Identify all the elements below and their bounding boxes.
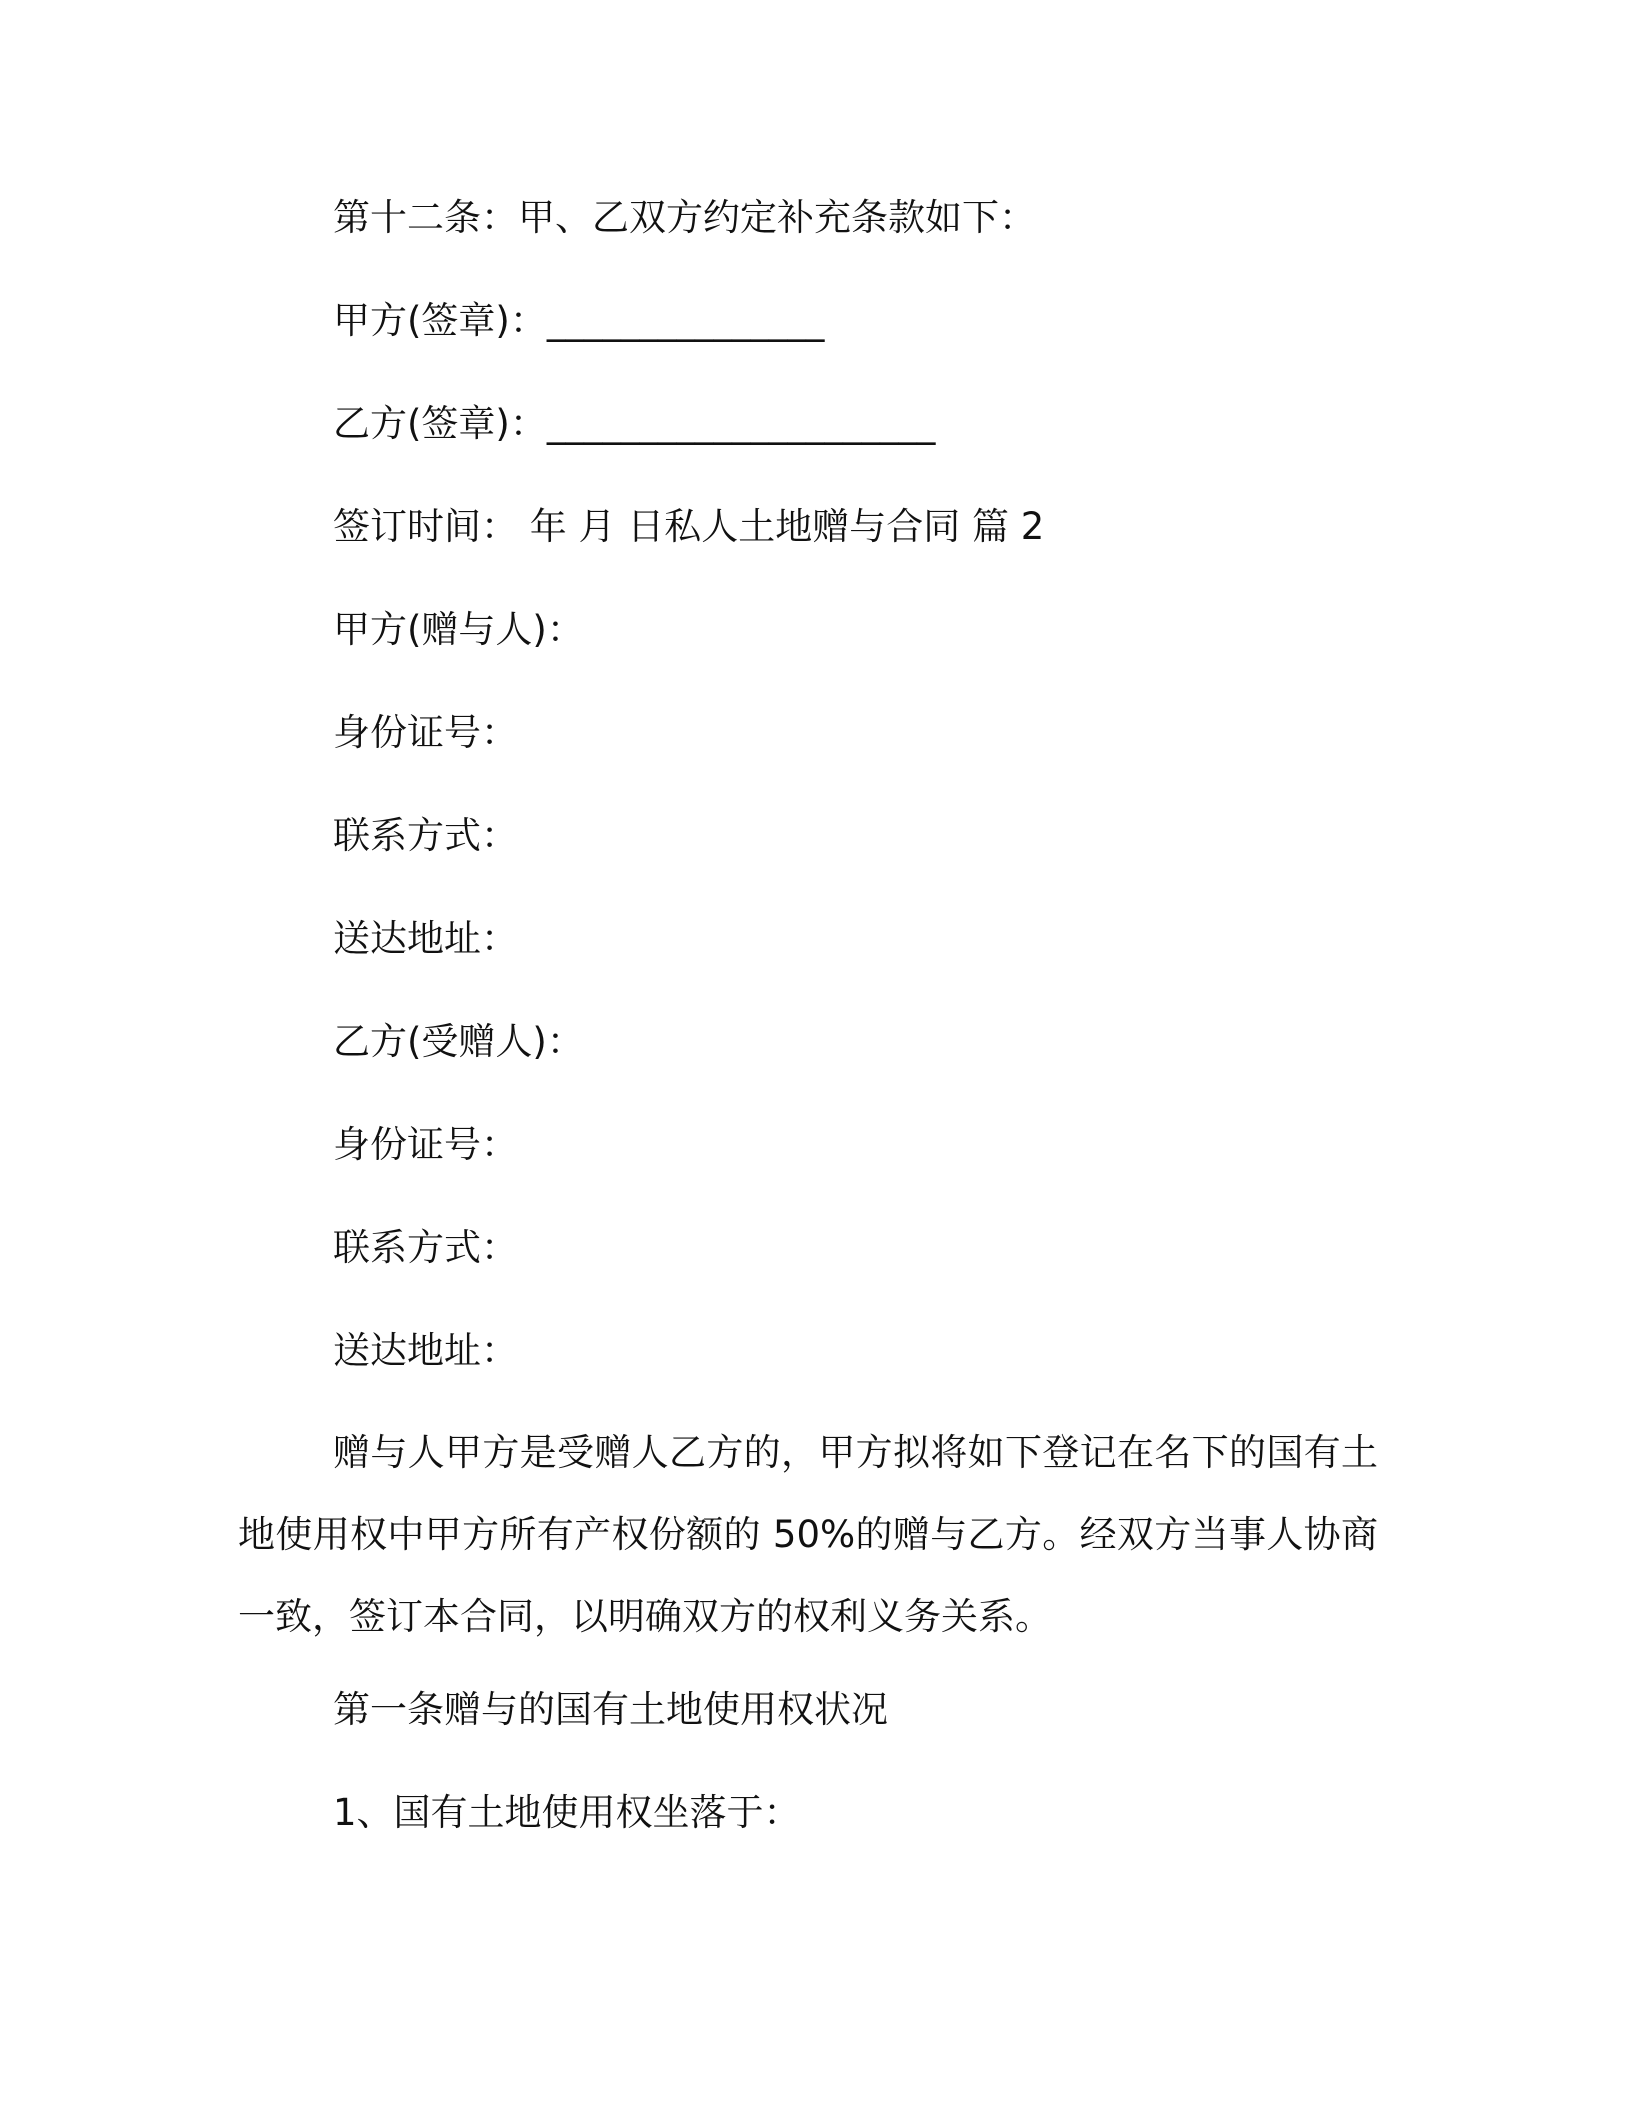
party-b-signature-line: 乙方(签章)：_____________________ (333, 402, 936, 445)
party-a-signature-line: 甲方(签章)：_______________ (333, 299, 825, 342)
party-a-address-label: 送达地址： (333, 917, 518, 960)
party-b-address-label: 送达地址： (333, 1329, 518, 1372)
signing-date-and-heading: 签订时间： 年 月 日私人土地赠与合同 篇 2 (333, 505, 1045, 548)
party-b-contact-label: 联系方式： (333, 1226, 518, 1269)
party-a-contact-label: 联系方式： (333, 814, 518, 857)
intro-paragraph: 赠与人甲方是受赠人乙方的，甲方拟将如下登记在名下的国有土地使用权中甲方所有产权份额的 50%的赠与乙方。经双方当事人协商一致，签订本合同，以明确双方的权利义务关系。 (238, 1431, 1378, 1638)
party-b-id-number-label: 身份证号： (333, 1123, 518, 1166)
party-a-id-number-label: 身份证号： (333, 711, 518, 754)
item-1-location: 1、国有土地使用权坐落于： (333, 1791, 801, 1834)
section-1-title: 第一条赠与的国有土地使用权状况 (333, 1688, 888, 1731)
party-a-donor-label: 甲方(赠与人)： (333, 608, 584, 651)
party-b-donee-label: 乙方(受赠人)： (333, 1020, 584, 1063)
clause-12-supplementary: 第十二条：甲、乙双方约定补充条款如下： (333, 196, 1036, 239)
